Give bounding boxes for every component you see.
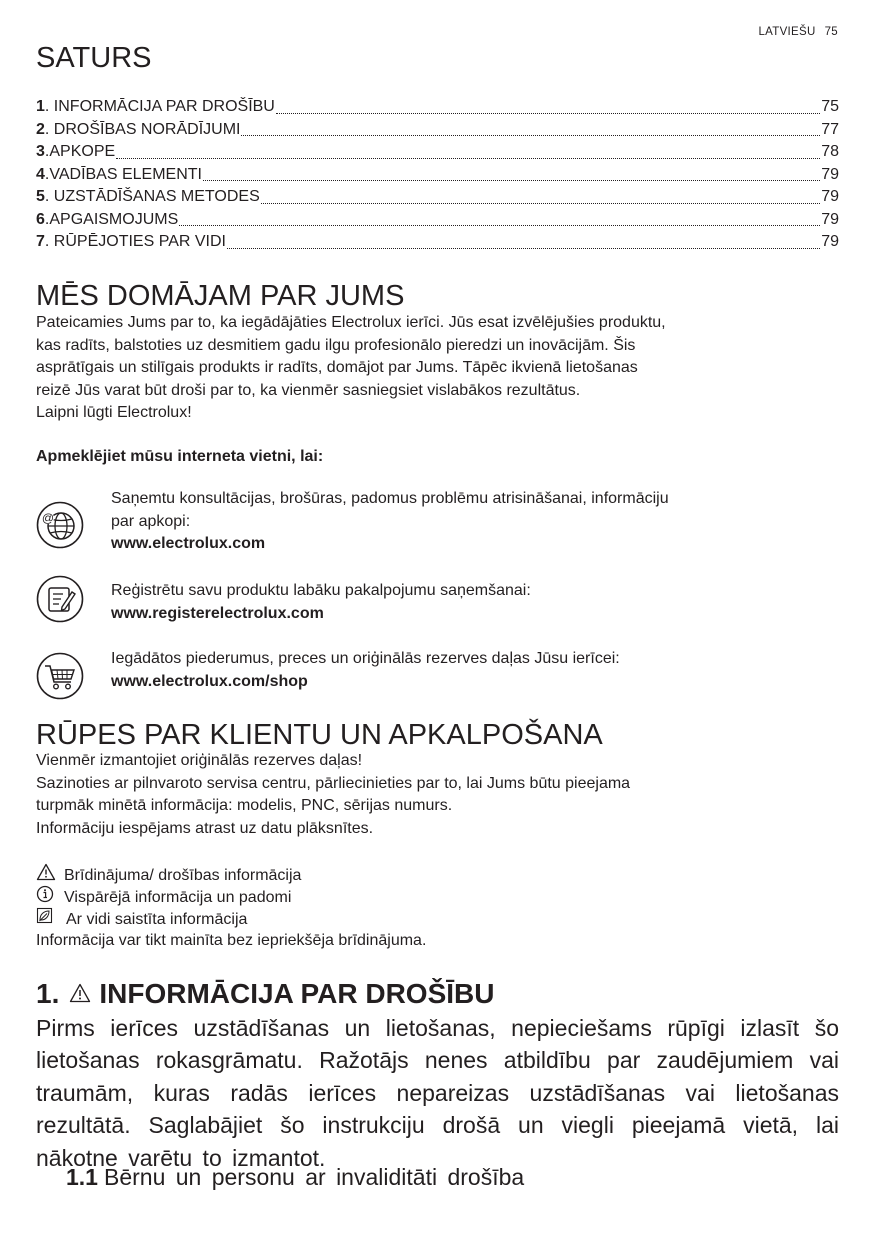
toc-item-number: 2 bbox=[36, 120, 45, 138]
leaf-icon bbox=[36, 907, 62, 932]
toc-leader bbox=[227, 247, 820, 249]
subsection-heading bbox=[66, 1161, 524, 1193]
toc-leader bbox=[276, 112, 820, 114]
thinking-paragraph bbox=[36, 312, 836, 425]
toc-item[interactable] bbox=[36, 141, 839, 164]
table-of-contents bbox=[36, 96, 839, 254]
toc-item-page: 78 bbox=[821, 143, 839, 160]
web-item-text bbox=[111, 580, 531, 625]
paragraph-line: Sazinoties ar pilnvaroto servisa centru, pārliecinieties par to, lai Jums būtu pieejama bbox=[36, 774, 631, 792]
register-icon bbox=[36, 575, 84, 623]
section-number: 1. bbox=[36, 978, 60, 1009]
toc-item-page: 79 bbox=[821, 165, 839, 183]
web-item-line: Iegādātos piederumus, preces un oriģinālās rezerves daļas Jūsu ierīcei: bbox=[111, 650, 620, 667]
toc-item-label: . UZSTĀDĪŠANAS METODES bbox=[44, 188, 260, 205]
care-note: Informācija var tikt mainīta bez iepriekšēja brīdinājuma. bbox=[36, 932, 427, 949]
svg-text:@: @ bbox=[41, 511, 55, 525]
contents-title: SATURS bbox=[36, 42, 152, 74]
toc-item-label: . INFORMĀCIJA PAR DROŠĪBU bbox=[44, 98, 275, 115]
safety-paragraph bbox=[36, 1012, 839, 1174]
toc-item-number: 1 bbox=[36, 98, 45, 115]
section-title: INFORMĀCIJA PAR DROŠĪBU bbox=[99, 978, 495, 1009]
toc-item-page: 79 bbox=[821, 233, 839, 250]
subsection-number: 1.1 bbox=[66, 1164, 98, 1190]
paragraph-line: turpmāk minētā informācija: modelis, PNC, sērijas numurs. bbox=[36, 797, 453, 815]
paragraph-line: lietošanas rokasgrāmatu. Ražotājs nenes atbildību par zaudējumiem vai bbox=[36, 1047, 839, 1074]
toc-item[interactable] bbox=[36, 231, 839, 254]
toc-leader bbox=[179, 224, 820, 226]
toc-item[interactable] bbox=[36, 186, 839, 209]
header-language: LATVIEŠU bbox=[758, 26, 816, 38]
toc-item-label: . DROŠĪBAS NORĀDĪJUMI bbox=[44, 120, 241, 138]
paragraph-line: Vienmēr izmantojiet oriģinālās rezerves daļas! bbox=[36, 752, 363, 769]
legend-text: Brīdinājuma/ drošības informācija bbox=[64, 866, 302, 884]
electrolux-link[interactable]: www.electrolux.com bbox=[111, 535, 266, 553]
paragraph-line: kas radīts, balstoties uz desmitiem gadu ilgu profesionālo pieredzi un inovācijām. Šis bbox=[36, 336, 636, 354]
legend-text: Ar vidi saistīta informācija bbox=[66, 910, 248, 928]
header-page-number: 75 bbox=[824, 26, 838, 38]
visit-label: Apmeklējiet mūsu interneta vietni, lai: bbox=[36, 448, 324, 465]
legend-environment bbox=[36, 907, 247, 932]
toc-item-number: 5 bbox=[36, 188, 45, 205]
paragraph-line: traumām, kuras radās ierīces nepareizas uzstādīšanas vai lietošanas bbox=[36, 1079, 839, 1106]
toc-item-page: 75 bbox=[821, 98, 839, 115]
paragraph-line: Laipni lūgti Electrolux! bbox=[36, 404, 192, 422]
toc-item[interactable] bbox=[36, 209, 839, 232]
toc-item[interactable] bbox=[36, 119, 839, 142]
web-item-line: Reģistrētu savu produktu labāku pakalpojumu saņemšanai: bbox=[111, 582, 531, 599]
toc-item-page: 79 bbox=[821, 210, 839, 228]
toc-item-label: .APKOPE bbox=[44, 143, 116, 160]
shopping-cart-icon bbox=[36, 652, 84, 700]
warning-icon bbox=[59, 980, 99, 1008]
paragraph-line: reizē Jūs varat būt droši par to, ka vienmēr sasniegsiet vislabākos rezultātus. bbox=[36, 381, 581, 399]
toc-item-number: 3 bbox=[36, 143, 45, 160]
toc-leader bbox=[116, 157, 820, 159]
toc-item-label: . RŪPĒJOTIES PAR VIDI bbox=[44, 233, 226, 250]
care-title: RŪPES PAR KLIENTU UN APKALPOŠANA bbox=[36, 719, 603, 751]
paragraph-line: rezultātā. Saglabājiet šo instrukciju drošā un viegli pieejamā vietā, lai bbox=[36, 1112, 839, 1139]
toc-item-number: 7 bbox=[36, 233, 45, 250]
paragraph-line: Pateicamies Jums par to, ka iegādājāties Electrolux ierīci. Jūs esat izvēlējušies produktu, bbox=[36, 314, 666, 331]
toc-item[interactable] bbox=[36, 96, 839, 119]
toc-item[interactable] bbox=[36, 164, 839, 187]
toc-item-page: 77 bbox=[821, 120, 839, 138]
page-header bbox=[758, 26, 838, 38]
paragraph-line: nākotne varētu to izmantot. bbox=[36, 1144, 326, 1171]
web-item-text bbox=[111, 488, 669, 556]
legend-text: Vispārējā informācija un padomi bbox=[64, 888, 292, 906]
web-item-text bbox=[111, 648, 620, 693]
care-paragraph bbox=[36, 750, 836, 840]
toc-leader bbox=[203, 179, 820, 181]
subsection-title: Bērnu un personu ar invaliditāti drošība bbox=[103, 1164, 525, 1190]
toc-item-page: 79 bbox=[821, 188, 839, 205]
toc-item-label: .VADĪBAS ELEMENTI bbox=[44, 165, 202, 183]
toc-leader bbox=[241, 134, 820, 136]
globe-icon bbox=[36, 501, 84, 549]
toc-item-number: 6 bbox=[36, 210, 45, 228]
safety-section-title bbox=[36, 980, 494, 1008]
thinking-title: MĒS DOMĀJAM PAR JUMS bbox=[36, 280, 405, 312]
paragraph-line: asprātīgais un stilīgais produkts ir radīts, domājot par Jums. Tāpēc ikvienā lietošanas bbox=[36, 359, 638, 377]
paragraph-line: Pirms ierīces uzstādīšanas un lietošanas, nepieciešams rūpīgi izlasīt šo bbox=[36, 1015, 839, 1041]
toc-leader bbox=[261, 202, 820, 204]
register-link[interactable]: www.registerelectrolux.com bbox=[111, 604, 324, 622]
toc-item-number: 4 bbox=[36, 165, 45, 183]
shop-link[interactable]: www.electrolux.com/shop bbox=[111, 672, 308, 690]
web-item-line: par apkopi: bbox=[111, 512, 191, 530]
paragraph-line: Informāciju iespējams atrast uz datu plāksnītes. bbox=[36, 819, 374, 837]
web-item-line: Saņemtu konsultācijas, brošūras, padomus problēmu atrisināšanai, informāciju bbox=[111, 490, 669, 507]
toc-item-label: .APGAISMOJUMS bbox=[44, 210, 179, 228]
